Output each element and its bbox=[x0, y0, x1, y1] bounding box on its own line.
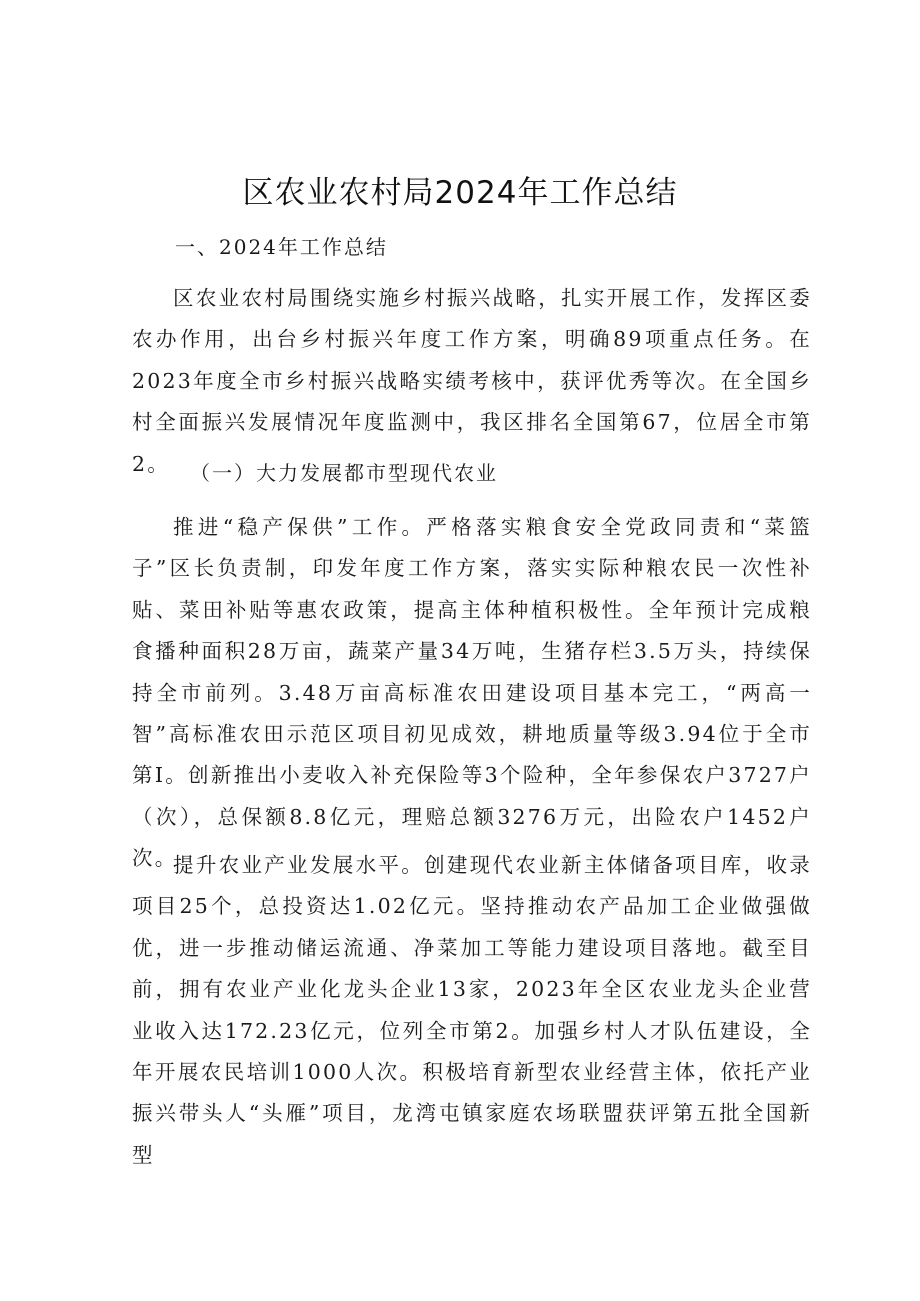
paragraph-industry-development: 提升农业产业发展水平。创建现代农业新主体储备项目库，收录项目25个，总投资达1.02亿元。坚持推动农产品加工企业做强做优，进一步推动储运流通、净菜加工等能力建设项目落地。截至目前，拥有农业产业化龙头企业13家，2023年全区农业龙头企业营业收入达172.23亿元，位列全市第2。加强乡村人才队伍建设，全年开展农民培训1000人次。积极培育新型农业经营主体，依托产业振兴带头人“头雁”项目，龙湾屯镇家庭农场联盟获评第五批全国新型 bbox=[132, 853, 812, 1167]
section-heading: 一、2024年工作总结 bbox=[175, 235, 388, 259]
document-title: 区农业农村局2024年工作总结 bbox=[242, 175, 678, 211]
intro-paragraph: 区农业农村局围绕实施乡村振兴战略，扎实开展工作，发挥区委农办作用，出台乡村振兴年度工作方案，明确89项重点任务。在2023年度全市乡村振兴战略实绩考核中，获评优秀等次。在全国乡村全面振兴发展情况年度监测中，我区排名全国第67，位居全市第2。 bbox=[132, 286, 812, 476]
paragraph-grain-supply: 推进“稳产保供”工作。严格落实粮食安全党政同责和“菜篮子”区长负责制，印发年度工作方案，落实实际种粮农民一次性补贴、菜田补贴等惠农政策，提高主体种植积极性。全年预计完成粮食播种面积28万亩，蔬菜产量34万吨，生猪存栏3.5万头，持续保持全市前列。3.48万亩高标准农田建设项目基本完工，“两高一智”高标准农田示范区项目初见成效，耕地质量等级3.94位于全市第I。创新推出小麦收入补充保险等3个险种，全年参保农户3727户（次），总保额8.8亿元，理赔总额3276万元，出险农户1452户次。 bbox=[132, 515, 812, 871]
subsection-heading: （一）大力发展都市型现代农业 bbox=[190, 461, 498, 485]
